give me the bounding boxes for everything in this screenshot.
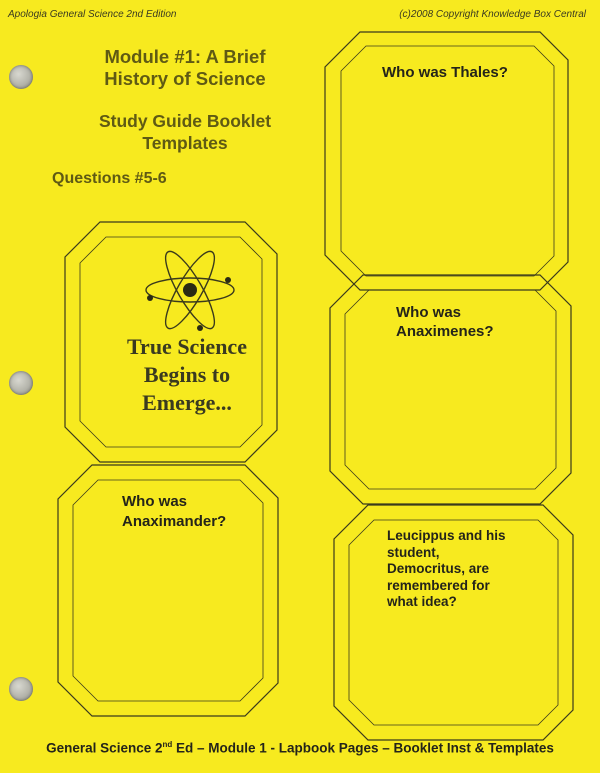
question-leucippus-line2: student, — [387, 544, 440, 560]
module-title-line2: History of Science — [104, 68, 266, 89]
cover-line3: Emerge... — [142, 390, 232, 415]
header-copyright: (c)2008 Copyright Knowledge Box Central — [399, 9, 586, 20]
header-edition: Apologia General Science 2nd Edition — [8, 9, 177, 20]
question-leucippus — [387, 528, 506, 611]
footer-superscript: nd — [162, 740, 173, 749]
question-anaximenes — [396, 303, 494, 341]
footer-part2: Ed – Module 1 - Lapbook Pages – Booklet Inst & Templates — [172, 740, 554, 756]
question-leucippus-line4: remembered for — [387, 577, 490, 593]
question-anaximander — [122, 492, 226, 532]
question-anaximenes-line2: Anaximenes? — [396, 323, 494, 340]
question-anaximander-line2: Anaximander? — [122, 513, 227, 530]
cover-title — [112, 333, 262, 417]
questions-label: Questions #5-6 — [52, 170, 167, 187]
cover-line2: Begins to — [143, 362, 231, 387]
question-leucippus-line3: Democritus, are — [387, 561, 490, 576]
subtitle-line1: Study Guide Booklet — [98, 111, 272, 131]
cover-line1: True Science — [127, 334, 247, 359]
question-leucippus-line5: what idea? — [387, 594, 457, 609]
question-anaximander-line1: Who was — [122, 493, 188, 510]
question-leucippus-line1: Leucippus and his — [387, 528, 506, 543]
subtitle-line2: Templates — [142, 133, 228, 153]
module-title-line1: Module #1: A Brief — [104, 46, 266, 67]
question-anaximenes-line1: Who was — [396, 304, 462, 321]
page-footer — [0, 740, 600, 756]
footer-part1: General Science 2 — [46, 740, 163, 756]
question-thales: Who was Thales? — [382, 64, 508, 81]
atom-icon — [146, 246, 234, 334]
